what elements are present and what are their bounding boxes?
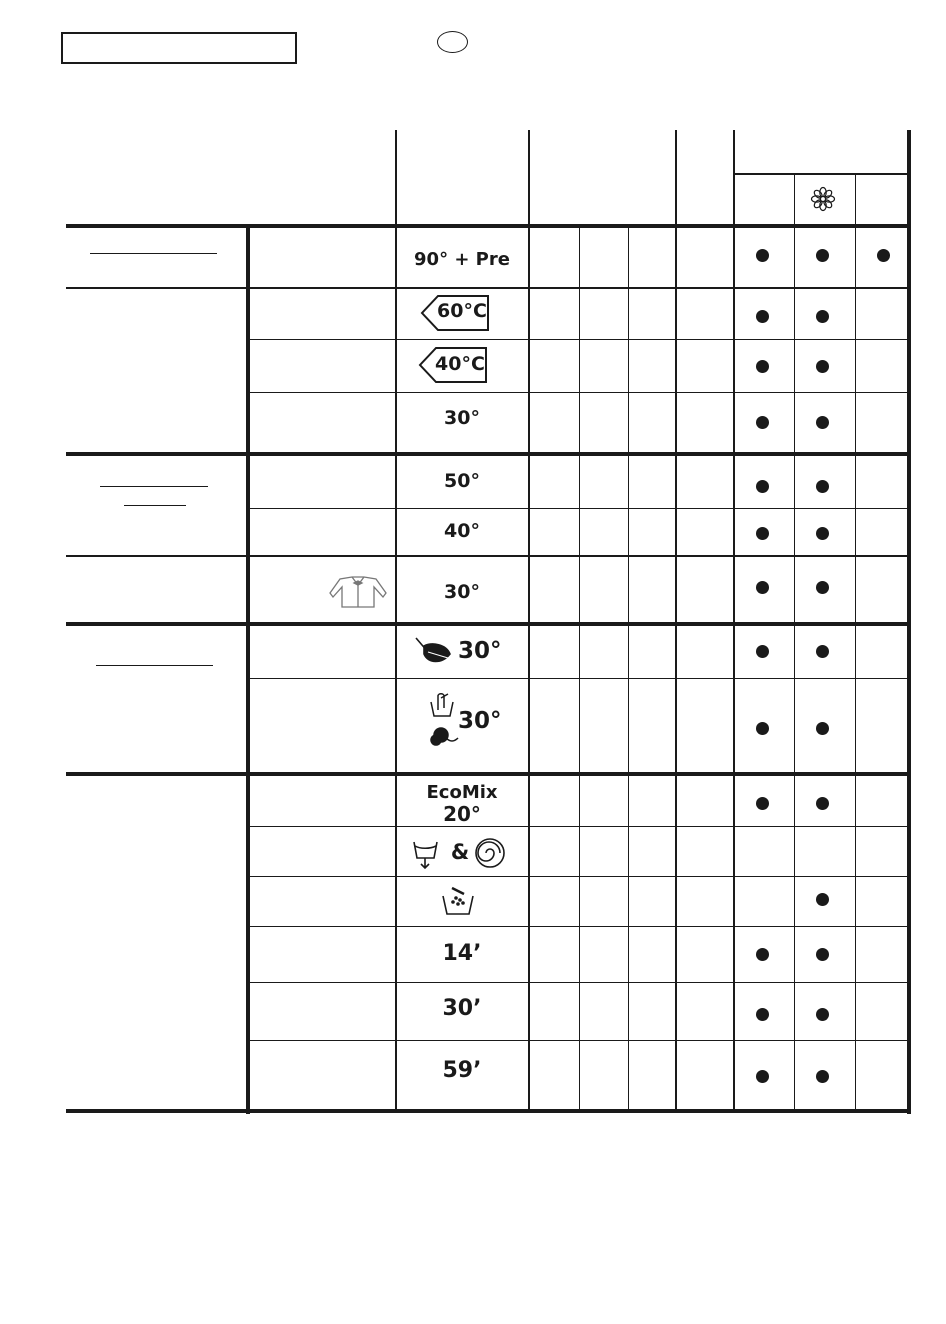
mark-dot: [816, 581, 829, 594]
mark-dot: [816, 722, 829, 735]
row-line: [250, 1040, 909, 1041]
mark-dot: [756, 416, 769, 429]
language-badge: [437, 31, 468, 53]
mark-dot: [756, 527, 769, 540]
mark-dot: [756, 581, 769, 594]
program-label-r3: 40°C: [435, 353, 485, 375]
row-line: [66, 287, 909, 289]
program-label-r10a: EcoMix: [426, 782, 498, 803]
feather-icon: [414, 636, 454, 668]
mark-dot: [816, 416, 829, 429]
row-line: [250, 339, 909, 340]
group-line: [66, 1109, 911, 1113]
mark-dot: [816, 797, 829, 810]
col-line-thick: [246, 226, 250, 1114]
program-label-r13: 14’: [442, 941, 482, 966]
group-name-underline: [124, 505, 186, 506]
group-line: [66, 772, 911, 776]
col-line: [628, 227, 629, 1112]
mark-dot: [756, 480, 769, 493]
col-line: [528, 130, 530, 1112]
handwash-wool-icon: [428, 690, 460, 750]
mark-dot: [756, 797, 769, 810]
mark-dot: [756, 310, 769, 323]
mark-dot: [816, 249, 829, 262]
row-line: [250, 982, 909, 983]
program-label-r9: 30°: [458, 708, 502, 734]
mark-dot: [756, 948, 769, 961]
mark-dot: [756, 360, 769, 373]
shirt-icon: [328, 575, 388, 609]
mark-dot: [877, 249, 890, 262]
program-label-r6: 40°: [444, 520, 480, 542]
program-label-r10b: 20°: [443, 802, 481, 826]
flower-softener-icon: [811, 187, 835, 211]
program-label-r7: 30°: [444, 581, 480, 603]
group-line: [66, 224, 911, 228]
col-line: [675, 130, 677, 1112]
mark-dot: [816, 310, 829, 323]
col-line: [579, 227, 580, 1112]
group-name-underline: [100, 486, 208, 487]
row-line: [250, 392, 909, 393]
col-line: [794, 174, 795, 1112]
program-label-r14: 30’: [442, 996, 482, 1021]
program-label-r15: 59’: [442, 1058, 482, 1083]
group-line: [66, 622, 911, 626]
mark-dot: [756, 645, 769, 658]
row-line: [250, 678, 909, 679]
row-line: [250, 826, 909, 827]
mark-dot: [816, 527, 829, 540]
mark-dot: [816, 1070, 829, 1083]
mark-dot: [816, 360, 829, 373]
mark-dot: [816, 480, 829, 493]
row-line: [250, 926, 909, 927]
program-label-r5: 50°: [444, 470, 480, 492]
row-line: [250, 876, 909, 877]
mark-dot: [816, 893, 829, 906]
mark-dot: [756, 722, 769, 735]
program-label-r2: 60°C: [437, 300, 487, 322]
col-line: [733, 130, 735, 1112]
mark-dot: [816, 948, 829, 961]
mark-dot: [816, 645, 829, 658]
program-label-r8: 30°: [458, 638, 502, 664]
rinse-shower-icon: [440, 882, 476, 918]
mark-dot: [756, 1008, 769, 1021]
mark-dot: [756, 249, 769, 262]
header-subline: [733, 173, 911, 175]
mark-dot: [816, 1008, 829, 1021]
mark-dot: [756, 1070, 769, 1083]
row-line: [250, 508, 909, 509]
program-label-r11: &: [450, 840, 470, 864]
program-label-r4: 30°: [444, 407, 480, 429]
col-line: [855, 174, 856, 1112]
program-label-r1: 90° + Pre: [414, 249, 510, 270]
row-line: [66, 555, 909, 557]
col-line: [395, 130, 397, 1112]
group-name-underline: [96, 665, 213, 666]
group-name-underline: [90, 253, 217, 254]
group-line: [66, 452, 911, 456]
header-title-box: [61, 32, 297, 64]
